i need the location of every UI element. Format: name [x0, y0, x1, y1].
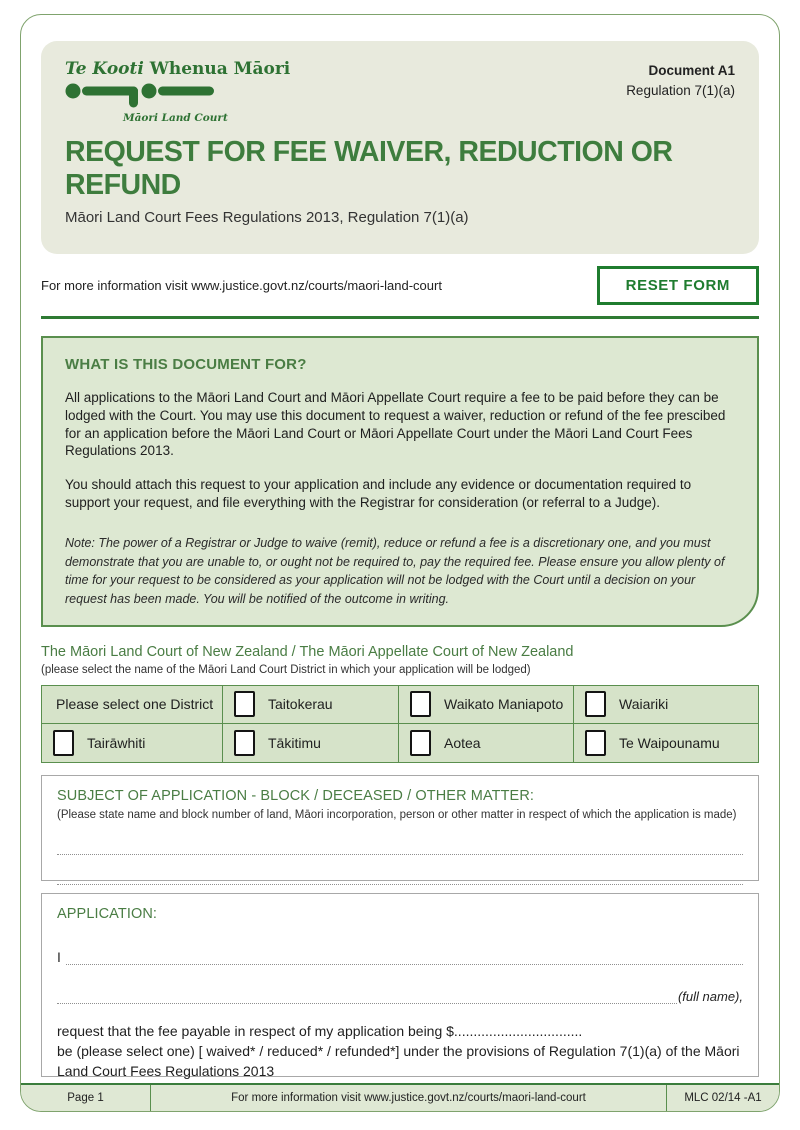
footer-info-text: For more information visit www.justice.govt.nz/courts/maori-land-court	[151, 1085, 667, 1111]
form-page	[20, 14, 780, 1112]
district-cell-waiariki	[574, 686, 758, 724]
fee-request-line[interactable]: request that the fee payable in respect of my application being $.................................	[57, 1022, 583, 1039]
district-label-cell	[42, 686, 223, 724]
document-ref-line2: Regulation 7(1)(a)	[626, 82, 735, 98]
district-cell-aotea	[399, 724, 574, 762]
logo-title-rest: Whenua Māori	[143, 59, 291, 79]
subject-box	[41, 775, 759, 881]
subject-input-line-1[interactable]	[57, 854, 743, 855]
about-paragraph-1: All applications to the Māori Land Court and Māori Appellate Court require a fee to be paid before they can be lodged with the Court. You may use this document to request a waiver, reduction or refund of the fee prescibed for an application before the Māori Land Court or Māori Appellate Court under the Māori Land Court Fees Regulations 2013.	[65, 390, 726, 459]
application-heading: APPLICATION:	[57, 905, 158, 922]
maori-land-court-logo	[65, 59, 290, 124]
logo-subtitle: Māori Land Court	[123, 112, 228, 124]
checkbox-waiariki[interactable]	[585, 691, 606, 717]
checkbox-taitokerau[interactable]	[234, 691, 255, 717]
logo-title	[65, 59, 290, 79]
checkbox-tairawhiti[interactable]	[53, 730, 74, 756]
checkbox-aotea[interactable]	[410, 730, 431, 756]
district-cell-taitokerau	[223, 686, 399, 724]
district-label: Waikato Maniapoto	[444, 696, 564, 713]
document-reference	[626, 61, 735, 100]
checkbox-takitimu[interactable]	[234, 730, 255, 756]
info-bar	[41, 254, 759, 316]
district-cell-takitimu	[223, 724, 399, 762]
full-name-suffix: (full name),	[677, 988, 743, 1004]
district-label: Te Waipounamu	[619, 734, 720, 751]
district-cell-waikato-maniapoto	[399, 686, 574, 724]
footer-page-number: Page 1	[21, 1085, 151, 1111]
info-bar-text: For more information visit www.justice.govt.nz/courts/maori-land-court	[41, 277, 442, 293]
district-label: Tākitimu	[268, 734, 321, 751]
subject-heading: SUBJECT OF APPLICATION - BLOCK / DECEASED / OTHER MATTER:	[57, 787, 535, 804]
reset-form-button[interactable]: RESET FORM	[597, 266, 759, 305]
district-cell-tairawhiti	[42, 724, 223, 762]
checkbox-te-waipounamu[interactable]	[585, 730, 606, 756]
document-ref-line1: Document A1	[648, 63, 735, 78]
header-band	[41, 41, 759, 254]
footer-form-code: MLC 02/14 -A1	[684, 1092, 762, 1104]
district-select-label: Please select one District	[56, 696, 214, 713]
district-label: Aotea	[444, 734, 481, 751]
district-label: Tairāwhiti	[87, 734, 146, 751]
about-note: Note: The power of a Registrar or Judge to waive (remit), reduce or refund a fee is a discretionary one, and you must demonstrate that you are unable to, or ought not be required to, pay the required fee. Please ensure you allow plenty of time for your request to be considered as your application will not be lodged with the Court until a decision on your request has been made. You will be notified of the outcome in writing.	[65, 535, 725, 607]
full-name-input-line-2[interactable]	[57, 990, 677, 1004]
page-title: REQUEST FOR FEE WAIVER, REDUCTION OR REFUND	[65, 136, 673, 201]
court-heading: The Māori Land Court of New Zealand / The Māori Appellate Court of New Zealand	[41, 643, 574, 660]
district-cell-te-waipounamu	[574, 724, 758, 762]
full-name-input-line-1[interactable]	[66, 951, 743, 965]
page-subtitle: Māori Land Court Fees Regulations 2013, Regulation 7(1)(a)	[65, 209, 469, 226]
court-instruction: (please select the name of the Māori Land Court District in which your application will be lodged)	[41, 663, 531, 676]
subject-instruction: (Please state name and block number of land, Māori incorporation, person or other matter in respect of which the application is made)	[57, 808, 737, 821]
waiver-select-line[interactable]: be (please select one) [ waived* / reduced* / refunded*] under the provisions of Regulation 7(1)(a) of the Māori Land Court Fees Regulations 2013	[57, 1043, 740, 1080]
koru-emblem-icon	[65, 82, 215, 110]
page-footer	[21, 1083, 779, 1111]
subject-input-line-2[interactable]	[57, 884, 743, 885]
about-paragraph-2: You should attach this request to your application and include any evidence or documentation required to support your request, and file everything with the Registrar for consideration (or referral to a Judge).	[65, 477, 692, 511]
checkbox-waikato-maniapoto[interactable]	[410, 691, 431, 717]
district-label: Taitokerau	[268, 696, 333, 713]
about-heading: WHAT IS THIS DOCUMENT FOR?	[65, 356, 307, 373]
logo-title-italic: Te Kooti	[65, 59, 144, 79]
green-divider	[41, 316, 759, 319]
about-box	[41, 336, 759, 627]
district-table	[41, 685, 759, 763]
district-label: Waiariki	[619, 696, 669, 713]
application-box	[41, 893, 759, 1080]
application-i-prefix: I	[57, 948, 61, 965]
